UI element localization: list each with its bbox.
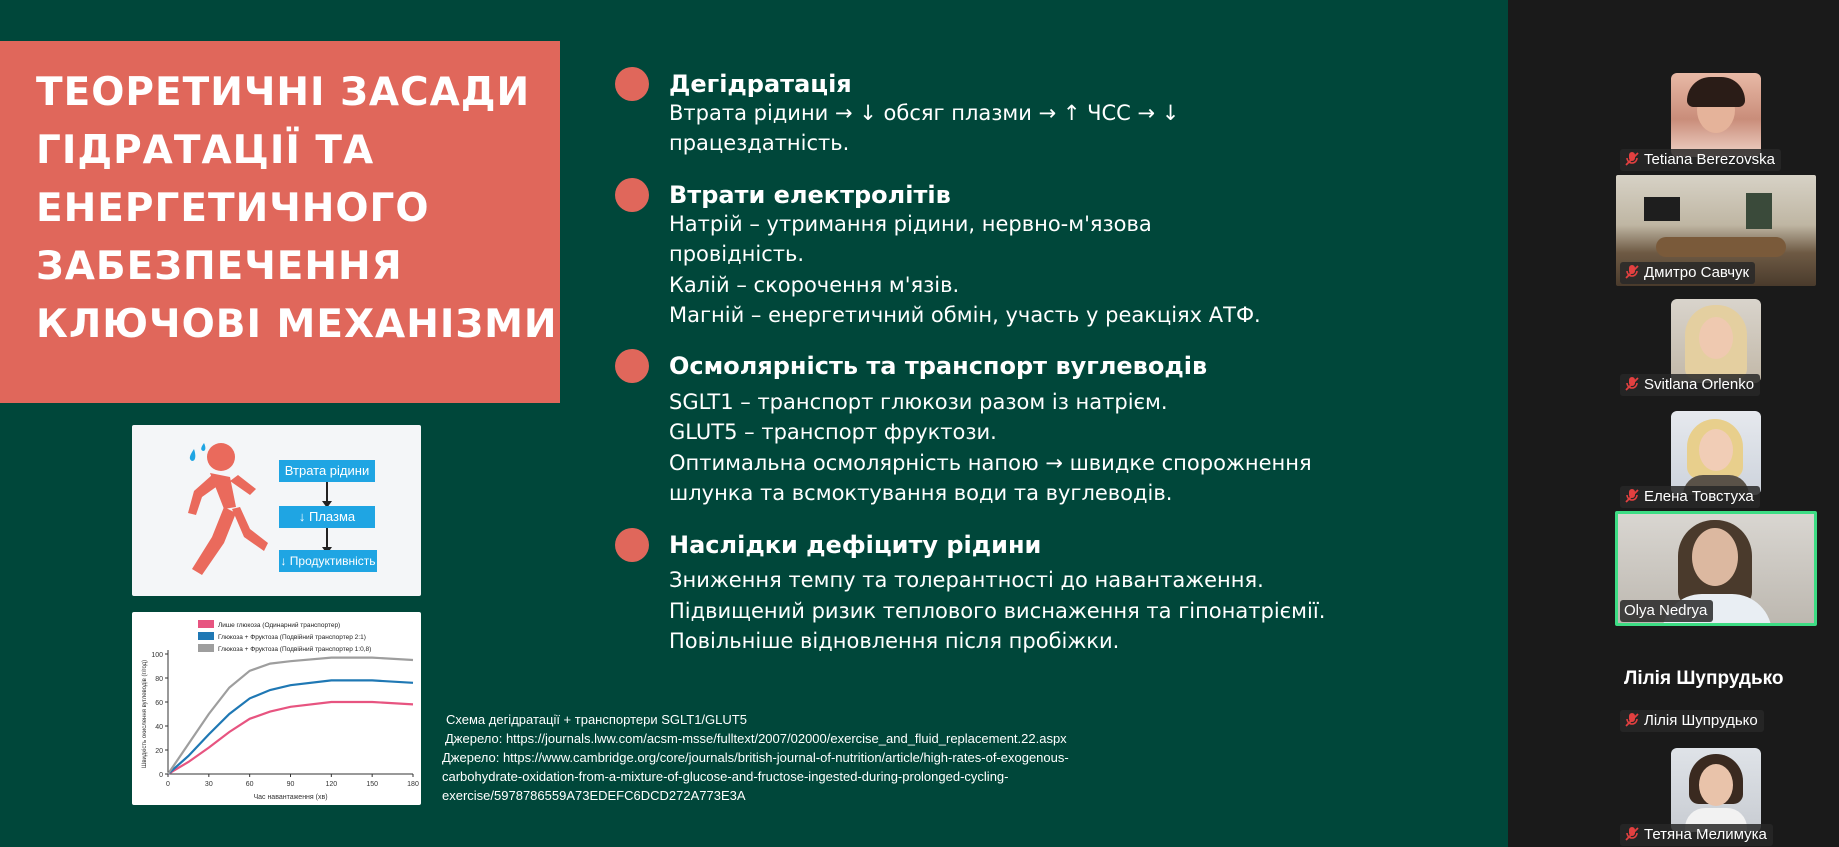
legend-label: Глюкоза + Фруктоза (Подвійний транспортер 1:0,8)	[218, 646, 372, 653]
running-person-icon	[132, 425, 421, 596]
tv-screen-shape	[1644, 197, 1680, 221]
slide-title-line: ЕНЕРГЕТИЧНОГО	[36, 186, 430, 231]
participant-name: Svitlana Orlenko	[1644, 376, 1755, 393]
slide-title-line: ТЕОРЕТИЧНІ ЗАСАДИ	[36, 70, 531, 115]
flow-box-fluid-loss: Втрата рідини	[279, 460, 375, 482]
legend-swatch	[198, 644, 214, 652]
participant-video-tile[interactable]	[1671, 411, 1761, 495]
section-line: Магній – енергетичний обмін, участь у реакціях АТФ.	[669, 303, 1261, 327]
y-tick-label: 40	[155, 724, 163, 731]
y-tick-label: 60	[155, 700, 163, 707]
x-tick-label: 60	[245, 781, 254, 788]
x-tick-label: 180	[407, 781, 419, 788]
section-line: Зниження темпу та толерантності до навантаження.	[669, 568, 1264, 592]
section-heading: Втрати електролітів	[669, 181, 951, 209]
participant-name-tag	[1620, 486, 1760, 508]
participant-name: Tetiana Berezovska	[1644, 151, 1775, 168]
section-line: Оптимальна осмолярність напою → швидке спорожнення	[669, 451, 1312, 475]
section-line: Повільніше відновлення після пробіжки.	[669, 629, 1120, 653]
participant-name-tag	[1620, 710, 1764, 732]
y-tick-label: 20	[155, 748, 163, 755]
series-line	[168, 680, 413, 774]
section-line: Натрій – утримання рідини, нервно-м'язова	[669, 212, 1152, 236]
source-link: Джерело: https://journals.lww.com/acsm-msse/fulltext/2007/02000/exercise_and_fluid_replacement.22.aspx	[445, 731, 1067, 746]
table-shape	[1656, 237, 1786, 257]
participant-video-tile[interactable]	[1671, 299, 1761, 383]
section-heading: Осмолярність та транспорт вуглеводів	[669, 352, 1208, 380]
x-axis-label: Час навантаження (хв)	[253, 794, 328, 801]
y-tick-label: 0	[159, 772, 163, 779]
section-line: працездатність.	[669, 131, 850, 155]
bullet-dot	[615, 528, 649, 562]
slide-title-line: ГІДРАТАЦІЇ ТА	[36, 128, 375, 173]
participant-name-tag	[1620, 374, 1760, 396]
source-link: Джерело: https://www.cambridge.org/core/journals/british-journal-of-nutrition/article/high-rates-of-exogenous-	[442, 750, 1069, 765]
chart-svg	[132, 612, 421, 805]
muted-mic-icon	[1624, 151, 1640, 167]
x-tick-label: 90	[286, 781, 295, 788]
face-shape	[1699, 764, 1733, 806]
section-line: Втрата рідини → ↓ обсяг плазми → ↑ ЧСС → ↓	[669, 101, 1180, 125]
muted-mic-icon	[1624, 488, 1640, 504]
slide-title-box	[0, 41, 560, 403]
series-line	[168, 658, 413, 774]
muted-mic-icon	[1624, 376, 1640, 392]
participant-name-tag	[1620, 262, 1755, 284]
muted-mic-icon	[1624, 712, 1640, 728]
source-caption: Схема дегідратації + транспортери SGLT1/GLUT5	[446, 712, 747, 727]
face-shape	[1699, 317, 1733, 359]
window-shape	[1746, 193, 1772, 229]
x-tick-label: 150	[366, 781, 379, 788]
muted-mic-icon	[1624, 264, 1640, 280]
section-line: провідність.	[669, 242, 805, 266]
participant-name-large[interactable]: Лілія Шупрудько	[1624, 668, 1784, 689]
section-line: SGLT1 – транспорт глюкози разом із натрієм.	[669, 390, 1168, 414]
flow-box-plasma: ↓ Плазма	[279, 506, 375, 528]
bullet-dot	[615, 349, 649, 383]
source-link: exercise/5978786559A73EDEFC6DCD272A773E3A	[442, 788, 746, 803]
slide-title-line: ЗАБЕЗПЕЧЕННЯ	[36, 244, 403, 289]
participant-name: Дмитро Савчук	[1644, 264, 1750, 281]
flow-box-performance: ↓ Продуктивність	[279, 550, 377, 572]
participant-name-tag	[1620, 600, 1713, 622]
active-speaker-tile[interactable]	[1615, 511, 1817, 626]
participant-video-tile[interactable]	[1671, 748, 1761, 832]
dehydration-diagram	[132, 425, 421, 596]
section-heading: Наслідки дефіциту рідини	[669, 531, 1042, 559]
section-line: GLUT5 – транспорт фруктози.	[669, 420, 997, 444]
face-shape	[1692, 528, 1738, 586]
legend-label: Глюкоза + Фруктоза (Подвійний транспортер 2:1)	[218, 634, 366, 641]
legend-label: Лише глюкоза (Одинарний транспортер)	[218, 622, 341, 629]
section-line: Калій – скорочення м'язів.	[669, 273, 960, 297]
y-axis-label: Швидкість окислення вуглеводів (г/год)	[142, 659, 148, 769]
section-line: Підвищений ризик теплового виснаження та гіпонатріємії.	[669, 599, 1326, 623]
bullet-dot	[615, 67, 649, 101]
participant-name-tag	[1620, 149, 1781, 171]
face-shape	[1699, 429, 1733, 471]
legend-swatch	[198, 632, 214, 640]
slide-title-line: КЛЮЧОВІ МЕХАНІЗМИ	[36, 302, 558, 347]
bullet-dot	[615, 178, 649, 212]
section-heading: Дегідратація	[669, 70, 852, 98]
participant-name: Лілія Шупрудько	[1644, 712, 1758, 729]
source-link: carbohydrate-oxidation-from-a-mixture-of-glucose-and-fructose-ingested-during-prolonged-cycling-	[442, 769, 1009, 784]
x-tick-label: 0	[166, 781, 170, 788]
legend-swatch	[198, 620, 214, 628]
participant-name: Елена Товстуха	[1644, 488, 1754, 505]
participant-name: Тетяна Мелимука	[1644, 826, 1767, 843]
y-tick-label: 100	[151, 652, 163, 659]
participant-name-tag	[1620, 824, 1773, 846]
oxidation-chart	[132, 612, 421, 805]
y-tick-label: 80	[155, 676, 163, 683]
hair-shape	[1687, 77, 1745, 107]
participant-video-tile[interactable]	[1671, 73, 1761, 157]
x-tick-label: 30	[204, 781, 213, 788]
x-tick-label: 120	[325, 781, 338, 788]
participant-name: Olya Nedrya	[1624, 602, 1708, 619]
section-line: шлунка та всмоктування води та вуглеводів.	[669, 481, 1173, 505]
muted-mic-icon	[1624, 826, 1640, 842]
